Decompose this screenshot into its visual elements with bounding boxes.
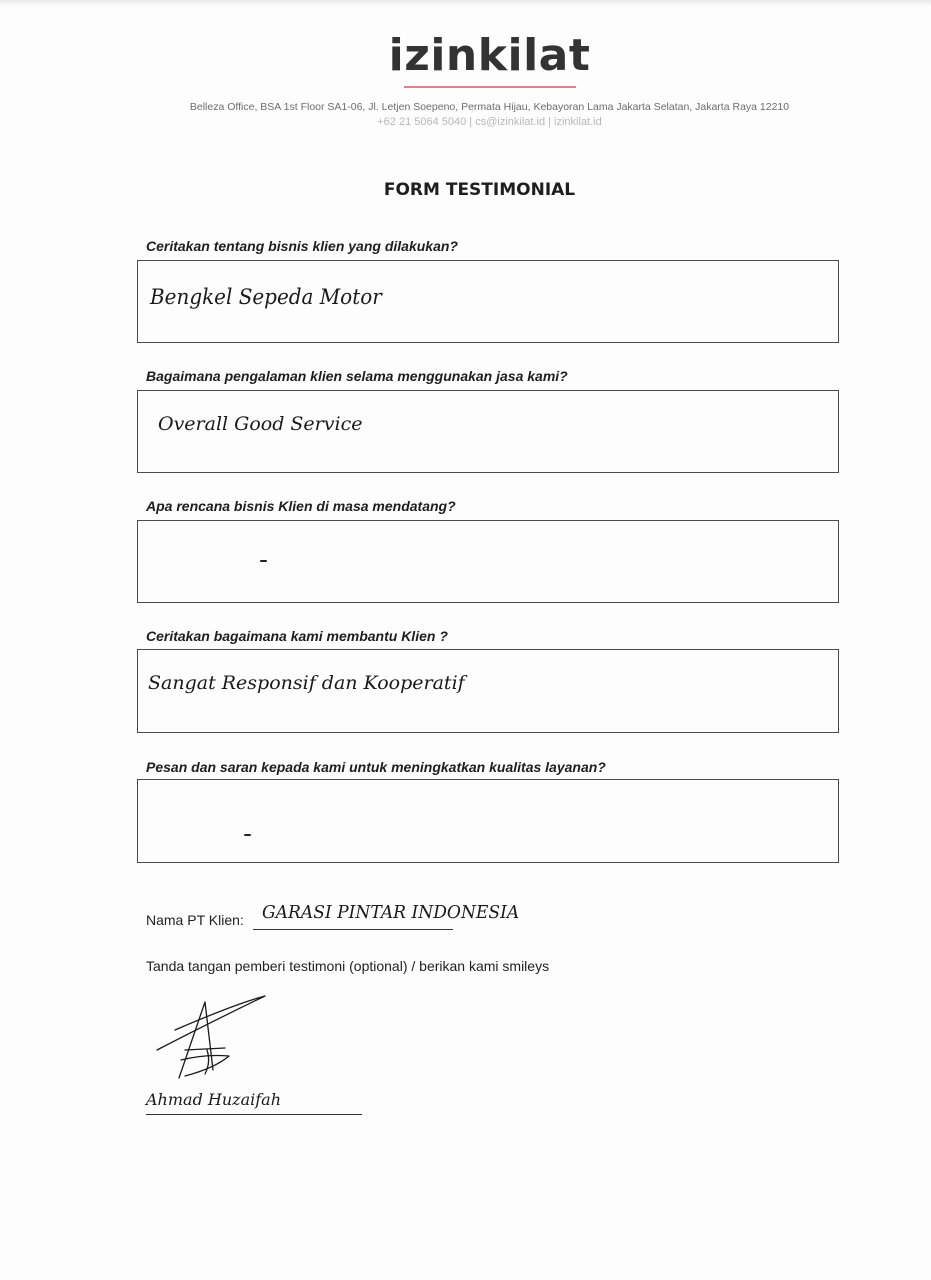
client-name-value: GARASI PINTAR INDONESIA: [262, 902, 520, 923]
scan-edge: [0, 0, 931, 6]
form-title: FORM TESTIMONIAL: [383, 180, 576, 200]
question-3-label: Apa rencana bisnis Klien di masa mendatang?: [146, 498, 456, 514]
pen-mark: [260, 560, 267, 562]
signature-label: Tanda tangan pemberi testimoni (optional) / berikan kami smileys: [146, 958, 550, 974]
logo-underline: [404, 86, 576, 88]
question-4-answer-box[interactable]: [137, 649, 839, 733]
signer-name: Ahmad Huzaifah: [146, 1090, 282, 1109]
company-address: Belleza Office, BSA 1st Floor SA1-06, Jl. Letjen Soepeno, Permata Hijau, Kebayoran Lama Jakarta Selatan, Jakarta Raya 12210: [189, 101, 790, 113]
question-1-answer-box[interactable]: [137, 260, 839, 343]
company-contact: +62 21 5064 5040 | cs@izinkilat.id | izinkilat.id: [377, 116, 602, 128]
question-2-answer-box[interactable]: [137, 390, 839, 473]
company-logo: izinkilat: [388, 30, 591, 81]
question-3-answer-box[interactable]: [137, 520, 839, 603]
question-2-answer: Overall Good Service: [158, 413, 363, 435]
question-1-answer: Bengkel Sepeda Motor: [150, 285, 382, 309]
question-5-answer-box[interactable]: [137, 779, 839, 863]
client-name-line: [253, 929, 453, 930]
client-name-label: Nama PT Klien:: [146, 912, 244, 928]
pen-mark: [244, 834, 251, 836]
signature-drawing: [145, 990, 275, 1090]
question-4-answer: Sangat Responsif dan Kooperatif: [148, 672, 465, 694]
signer-line: [146, 1114, 362, 1115]
question-4-label: Ceritakan bagaimana kami membantu Klien ?: [146, 628, 448, 644]
question-2-label: Bagaimana pengalaman klien selama menggunakan jasa kami?: [146, 368, 568, 384]
question-1-label: Ceritakan tentang bisnis klien yang dilakukan?: [146, 238, 458, 254]
question-5-label: Pesan dan saran kepada kami untuk meningkatkan kualitas layanan?: [146, 759, 606, 775]
